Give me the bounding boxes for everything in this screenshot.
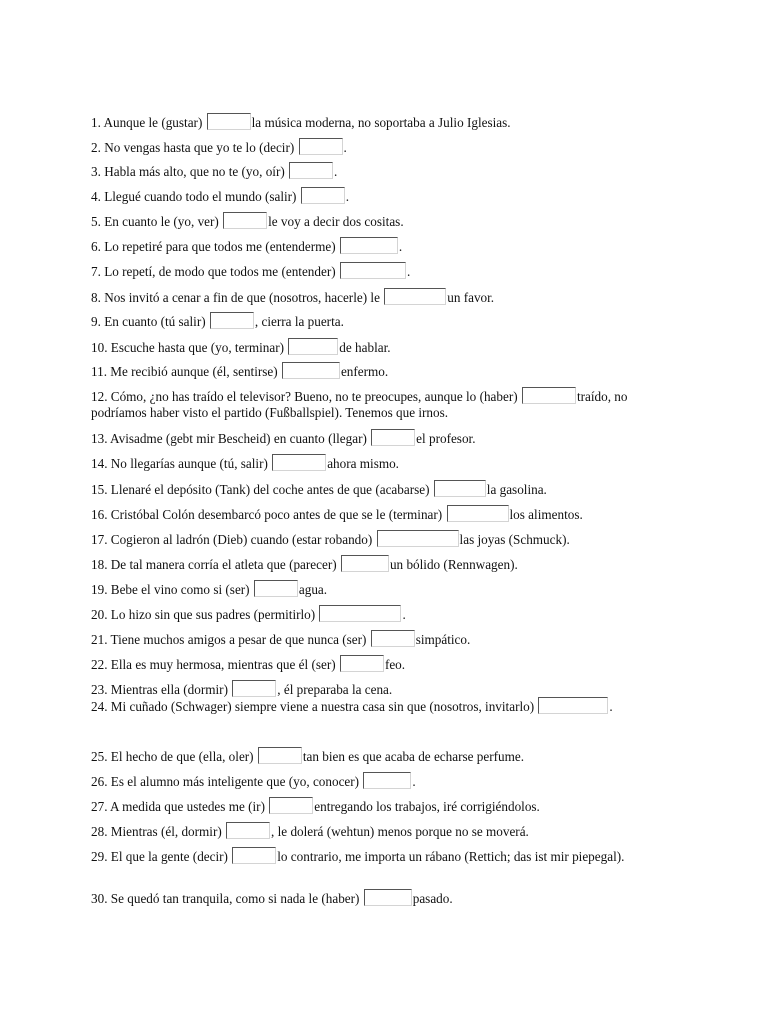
exercise-continuation: traído, no podríamos haber visto el partido (Fußballspiel). Tenemos que irnos. [91,389,628,420]
exercise-continuation: la música moderna, no soportaba a Julio Iglesias. [251,115,511,130]
exercise-prompt: 7. Lo repetí, de modo que todos me (entender) [91,264,339,279]
exercise-item [91,480,691,498]
answer-blank-input[interactable] [364,889,412,906]
exercise-continuation: los alimentos. [509,507,583,522]
exercise-prompt: 29. El que la gente (decir) [91,849,232,864]
exercise-continuation: . [406,264,411,279]
exercise-prompt: 6. Lo repetiré para que todos me (entenderme) [91,239,339,254]
exercise-prompt: 24. Mi cuñado (Schwager) siempre viene a nuestra casa sin que (nosotros, invitarlo) [91,699,538,714]
exercise-prompt: 20. Lo hizo sin que sus padres (permitirlo) [91,607,319,622]
exercise-prompt: 14. No llegarías aunque (tú, salir) [91,456,272,471]
exercise-continuation: pasado. [412,891,453,906]
exercise-item [91,362,691,380]
exercise-prompt: 19. Bebe el vino como si (ser) [91,582,253,597]
exercise-continuation: . [609,699,613,714]
exercise-continuation: el profesor. [416,431,476,446]
exercise-prompt: 27. A medida que ustedes me (ir) [91,799,269,814]
exercise-prompt: 2. No vengas hasta que yo te lo (decir) [91,140,298,155]
exercise-continuation: simpático. [415,632,471,647]
exercise-continuation: la gasolina. [486,482,547,497]
exercise-continuation: , él preparaba la cena. [277,682,393,697]
answer-blank-input[interactable] [301,187,345,204]
exercise-item [91,555,691,573]
exercise-prompt: 28. Mientras (él, dormir) [91,824,226,839]
exercise-item [91,288,691,306]
answer-blank-input[interactable] [282,362,340,379]
exercise-item [91,212,691,230]
answer-blank-input[interactable] [223,212,267,229]
exercise-item [91,262,691,280]
exercise-item [91,630,691,648]
exercise-item [91,822,691,840]
exercise-item [91,187,691,205]
exercise-item [91,605,691,623]
exercise-prompt: 5. En cuanto le (yo, ver) [91,214,223,229]
exercise-item [91,138,691,156]
exercise-continuation: ahora mismo. [327,456,399,471]
exercise-continuation: agua. [298,582,328,597]
exercise-continuation: un favor. [447,290,495,305]
exercise-prompt: 21. Tiene muchos amigos a pesar de que nunca (ser) [91,632,370,647]
answer-blank-input[interactable] [299,138,343,155]
exercise-continuation: lo contrario, me importa un rábano (Rettich; das ist mir piepegal). [277,849,625,864]
answer-blank-input[interactable] [538,697,608,714]
exercise-continuation: le voy a decir dos cositas. [268,214,404,229]
exercise-prompt: 26. Es el alumno más inteligente que (yo, conocer) [91,774,363,789]
exercise-item [91,680,691,698]
exercise-item [91,655,691,673]
exercise-continuation: entregando los trabajos, iré corrigiéndolos. [314,799,540,814]
answer-blank-input[interactable] [232,680,276,697]
answer-blank-input[interactable] [434,480,486,497]
exercise-item [91,387,656,421]
answer-blank-input[interactable] [371,429,415,446]
answer-blank-input[interactable] [341,555,389,572]
exercise-item [91,889,691,907]
exercise-prompt: 30. Se quedó tan tranquila, como si nada le (haber) [91,891,363,906]
exercise-continuation: un bólido (Rennwagen). [389,557,518,572]
exercise-prompt: 9. En cuanto (tú salir) [91,314,209,329]
answer-blank-input[interactable] [258,747,302,764]
exercise-prompt: 8. Nos invitó a cenar a fin de que (nosotros, hacerle) le [91,290,384,305]
answer-blank-input[interactable] [254,580,298,597]
answer-blank-input[interactable] [384,288,446,305]
exercise-item [91,697,651,715]
exercise-continuation: . [412,774,416,789]
exercise-item [91,338,691,356]
answer-blank-input[interactable] [447,505,509,522]
exercise-item [91,580,691,598]
answer-blank-input[interactable] [522,387,576,404]
exercise-item [91,312,691,330]
exercise-continuation: . [345,189,350,204]
exercise-continuation: . [343,140,347,155]
exercise-item [91,505,691,523]
answer-blank-input[interactable] [340,262,406,279]
exercise-prompt: 23. Mientras ella (dormir) [91,682,232,697]
exercise-prompt: 3. Habla más alto, que no te (yo, oír) [91,164,289,179]
exercise-prompt: 16. Cristóbal Colón desembarcó poco antes de que se le (terminar) [91,507,446,522]
exercise-item [91,429,691,447]
exercise-prompt: 18. De tal manera corría el atleta que (parecer) [91,557,340,572]
exercise-continuation: , cierra la puerta. [254,314,344,329]
exercise-prompt: 12. Cómo, ¿no has traído el televisor? Bueno, no te preocupes, aunque lo (haber) [91,389,521,404]
answer-blank-input[interactable] [272,454,326,471]
exercise-prompt: 11. Me recibió aunque (él, sentirse) [91,364,281,379]
exercise-continuation: feo. [384,657,406,672]
answer-blank-input[interactable] [340,655,384,672]
answer-blank-input[interactable] [363,772,411,789]
exercise-prompt: 25. El hecho de que (ella, oler) [91,749,257,764]
exercise-item [91,113,691,131]
exercise-prompt: 17. Cogieron al ladrón (Dieb) cuando (estar robando) [91,532,376,547]
exercise-item [91,237,691,255]
exercise-prompt: 15. Llenaré el depósito (Tank) del coche antes de que (acabarse) [91,482,433,497]
answer-blank-input[interactable] [232,847,276,864]
exercise-item [91,797,691,815]
exercise-item [91,454,691,472]
answer-blank-input[interactable] [377,530,459,547]
answer-blank-input[interactable] [226,822,270,839]
answer-blank-input[interactable] [207,113,251,130]
exercise-continuation: de hablar. [339,340,391,355]
answer-blank-input[interactable] [288,338,338,355]
answer-blank-input[interactable] [210,312,254,329]
answer-blank-input[interactable] [340,237,398,254]
exercise-continuation: . [402,607,406,622]
exercise-prompt: 1. Aunque le (gustar) [91,115,206,130]
exercise-prompt: 13. Avisadme (gebt mir Bescheid) en cuanto (llegar) [91,431,371,446]
exercise-prompt: 10. Escuche hasta que (yo, terminar) [91,340,288,355]
exercise-continuation: . [334,164,338,179]
exercise-continuation: tan bien es que acaba de echarse perfume. [302,749,525,764]
answer-blank-input[interactable] [371,630,415,647]
exercise-continuation: enfermo. [340,364,389,379]
exercise-prompt: 4. Llegué cuando todo el mundo (salir) [91,189,300,204]
answer-blank-input[interactable] [289,162,333,179]
exercise-item [91,772,691,790]
exercise-continuation: , le dolerá (wehtun) menos porque no se moverá. [271,824,529,839]
exercise-item [91,847,661,865]
exercise-item [91,162,691,180]
exercise-continuation: . [398,239,403,254]
answer-blank-input[interactable] [269,797,313,814]
exercise-prompt: 22. Ella es muy hermosa, mientras que él (ser) [91,657,339,672]
exercise-continuation: las joyas (Schmuck). [459,532,570,547]
exercise-item [91,747,691,765]
answer-blank-input[interactable] [319,605,401,622]
exercise-item [91,530,691,548]
